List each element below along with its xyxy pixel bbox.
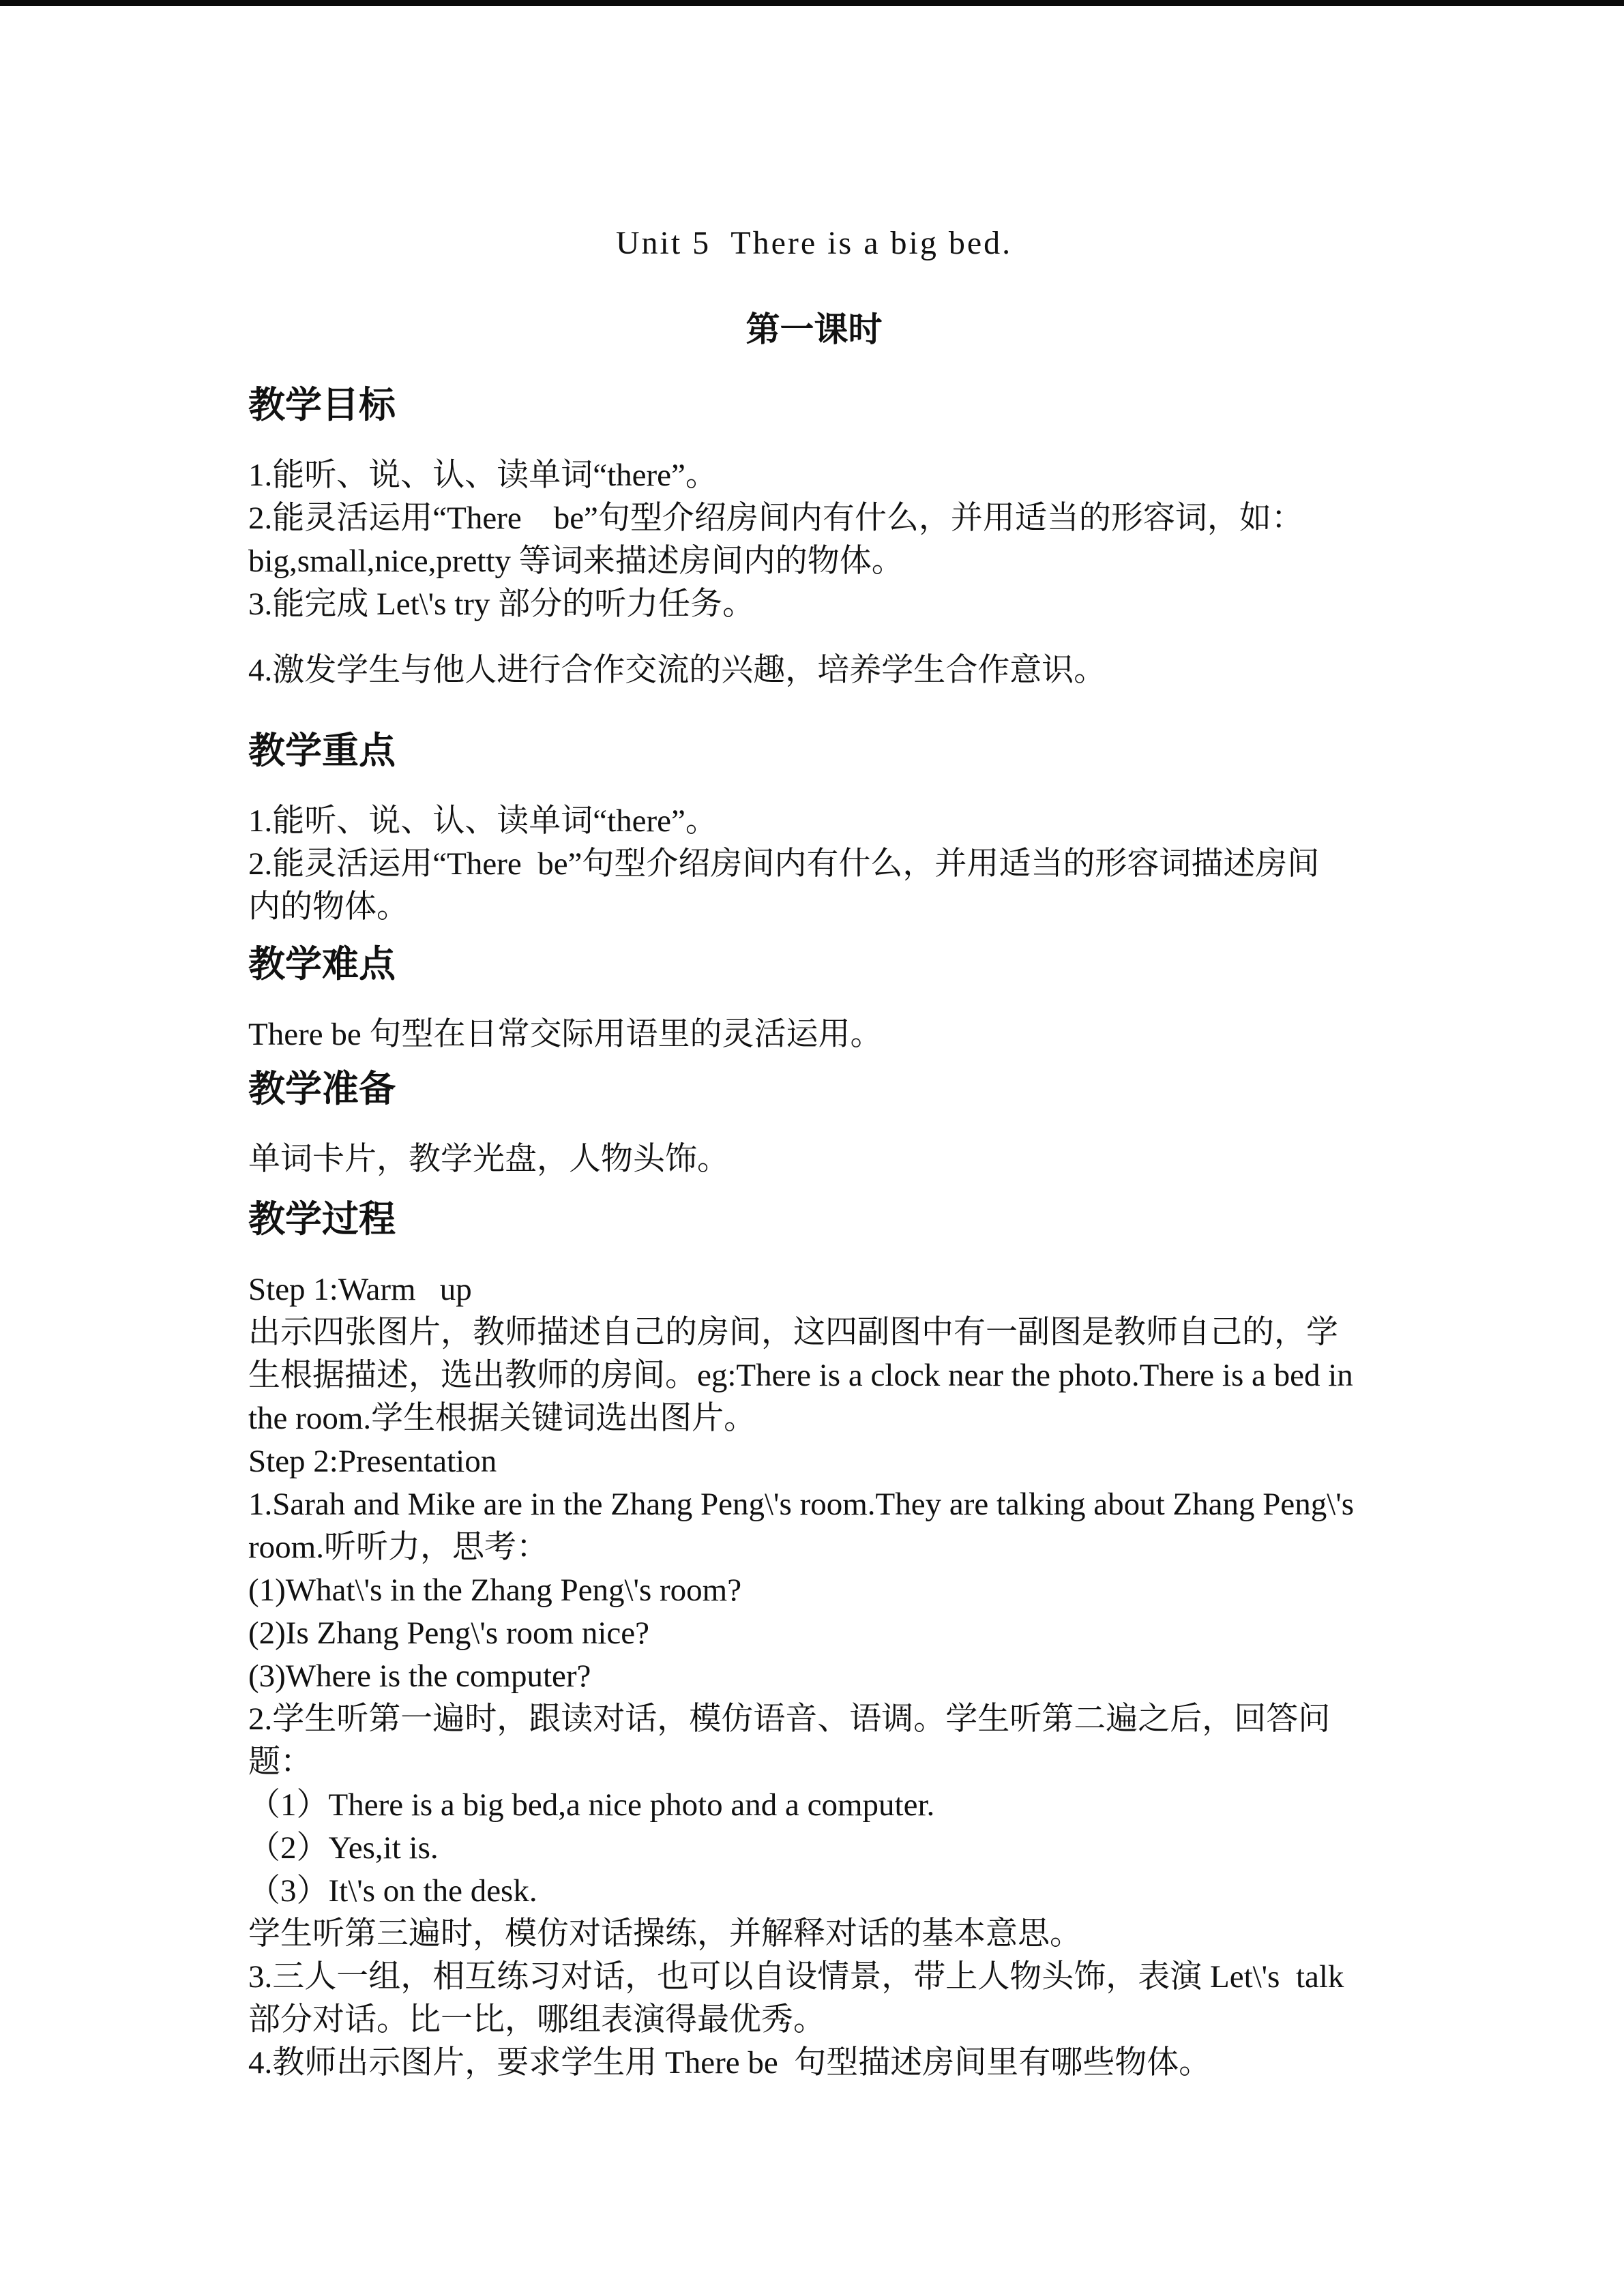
doc-title: Unit 5 There is a big bed. (615, 225, 1013, 261)
text-line: （3）It\'s on the desk. (248, 1873, 537, 1909)
text-line: the room.学生根据关键词选出图片。 (248, 1401, 756, 1436)
blank-line (248, 626, 1380, 649)
text-line: 3.三人一组，相互练习对话，也可以自设情景，带上人物头饰，表演 Let\'s talk (248, 1959, 1344, 1995)
heading-preparation: 教学准备 (248, 1067, 396, 1110)
lesson-subtitle: 第一课时 (745, 310, 883, 349)
text-line: 4.教师出示图片，要求学生用 There be 句型描述房间里有哪些物体。 (248, 2045, 1211, 2081)
text-line: 1.能听、说、认、读单词“there”。 (248, 803, 718, 839)
text-line: 2.能灵活运用“There be”句型介绍房间内有什么，并用适当的形容词，如： (248, 501, 1303, 536)
text-line: 4.激发学生与他人进行合作交流的兴趣，培养学生合作意识。 (248, 653, 1106, 688)
text-line: （1）There is a big bed,a nice photo and a computer. (248, 1787, 935, 1823)
document-content (0, 225, 1624, 2085)
text-line: 生根据描述，选出教师的房间。eg:There is a clock near the photo.There is a bed in (248, 1358, 1353, 1393)
text-line: 3.能完成 Let\'s try 部分的听力任务。 (248, 586, 755, 622)
text-line: (2)Is Zhang Peng\'s room nice? (248, 1615, 649, 1651)
heading-difficulties: 教学难点 (248, 942, 396, 985)
text-line: 2.能灵活运用“There be”句型介绍房间内有什么，并用适当的形容词描述房间 (248, 846, 1320, 882)
text-line: （2）Yes,it is. (248, 1830, 439, 1866)
text-line: Step 1:Warm up (248, 1272, 472, 1307)
text-line: (1)What\'s in the Zhang Peng\'s room? (248, 1572, 742, 1608)
text-line: 2.学生听第一遍时，跟读对话，模仿语音、语调。学生听第二遍之后，回答问 (248, 1701, 1331, 1737)
text-line: (3)Where is the computer? (248, 1658, 591, 1694)
text-line: 1.能听、说、认、读单词“there”。 (248, 458, 718, 493)
text-line: 内的物体。 (248, 889, 409, 925)
text-line: 学生听第三遍时，模仿对话操练，并解释对话的基本意思。 (248, 1916, 1082, 1952)
text-line: 题： (248, 1744, 312, 1780)
text-line: big,small,nice,pretty 等词来描述房间内的物体。 (248, 543, 904, 579)
text-line: room.听听力，思考： (248, 1530, 548, 1565)
heading-key-points: 教学重点 (248, 729, 396, 772)
text-line: 1.Sarah and Mike are in the Zhang Peng\'s room.They are talking about Zhang Peng\'s (248, 1487, 1355, 1522)
page-top-border (0, 0, 1624, 6)
text-line: 单词卡片，教学光盘，人物头饰。 (248, 1142, 729, 1177)
heading-process: 教学过程 (248, 1197, 396, 1240)
heading-objectives: 教学目标 (248, 383, 396, 426)
text-line: 出示四张图片，教师描述自己的房间，这四副图中有一副图是教师自己的，学 (248, 1315, 1338, 1350)
text-line: There be 句型在日常交际用语里的灵活运用。 (248, 1017, 883, 1052)
text-line: 部分对话。比一比，哪组表演得最优秀。 (248, 2002, 825, 2038)
text-line: Step 2:Presentation (248, 1444, 497, 1479)
